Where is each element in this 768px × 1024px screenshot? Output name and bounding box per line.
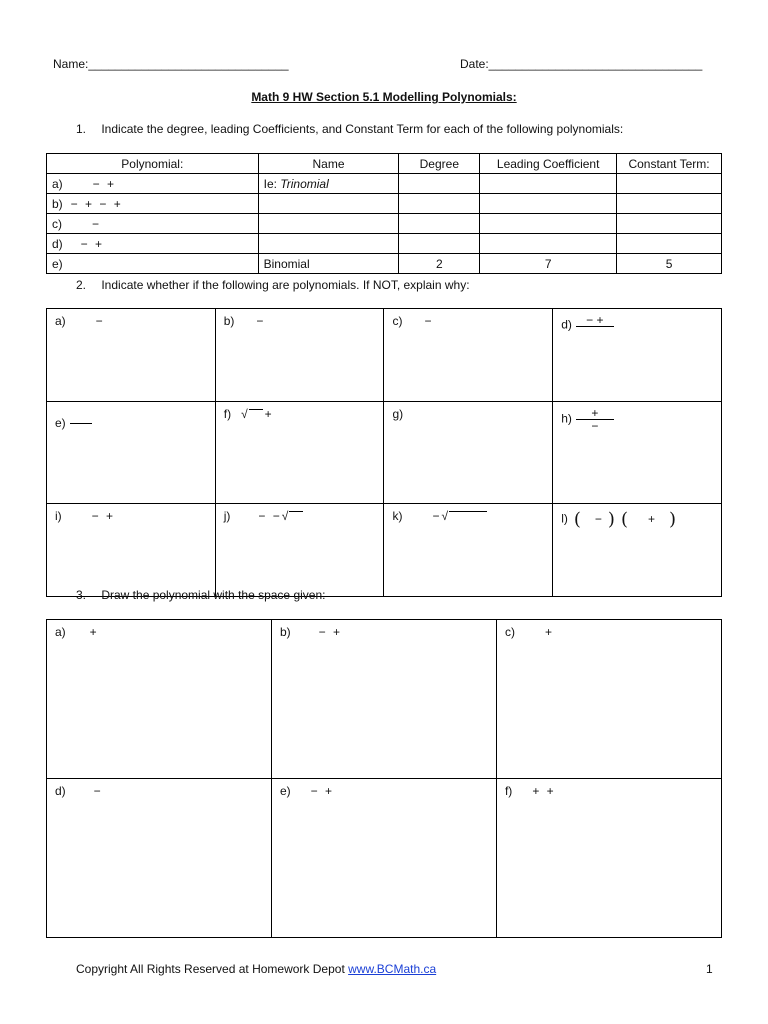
left-paren-icon: ( (573, 509, 581, 530)
cell-label: j) (223, 509, 231, 523)
answer-cell-g[interactable] (384, 402, 553, 504)
answer-cell-e[interactable] (47, 402, 216, 504)
grid-row (47, 620, 722, 779)
bcmath-link[interactable]: www.BCMath.ca (348, 962, 437, 976)
table-row (47, 254, 722, 274)
constant-term-cell[interactable] (617, 234, 722, 254)
table-row (47, 194, 722, 214)
question-number: 3. (76, 588, 87, 602)
cell-expression: + (89, 625, 99, 639)
constant-term-cell[interactable] (617, 174, 722, 194)
cell-label: b) (223, 314, 235, 328)
sqrt-icon: √ (441, 509, 449, 523)
row-label: e) (52, 256, 63, 271)
table-row (47, 174, 722, 194)
sqrt-icon: √ (241, 407, 248, 421)
fraction-numerator: + (576, 407, 614, 420)
table-header-row (47, 154, 722, 174)
question-text: Draw the polynomial with the space given: (101, 588, 326, 602)
constant-term-cell[interactable]: 5 (617, 254, 722, 274)
polynomial-expression: − + − + (70, 196, 123, 211)
cell-expression: − (594, 511, 602, 526)
polynomial-cell (47, 254, 259, 274)
cell-expression: − + (318, 625, 343, 639)
leading-coefficient-cell[interactable]: 7 (480, 254, 617, 274)
cell-label: d) (55, 784, 66, 798)
cell-label: a) (55, 625, 66, 639)
question-number: 1. (76, 122, 87, 136)
name-prefix: Binomial (263, 256, 310, 271)
cell-expression: − (93, 784, 103, 798)
fraction (576, 407, 614, 432)
right-paren-icon: ) (607, 509, 615, 530)
grid-row (47, 402, 722, 504)
degree-cell[interactable] (399, 194, 480, 214)
page-number: 1 (706, 962, 713, 976)
fraction-denominator (576, 327, 614, 337)
leading-coefficient-cell[interactable] (480, 194, 617, 214)
cell-expression: − (432, 509, 442, 523)
left-paren-icon: ( (620, 509, 628, 530)
drawing-grid (46, 619, 722, 938)
column-header: Leading Coefficient (480, 154, 617, 174)
cell-label: e) (279, 784, 291, 798)
grid-row (47, 309, 722, 402)
answer-cell-k[interactable] (384, 504, 553, 597)
drawing-cell-d[interactable] (47, 779, 272, 938)
cell-expression: + (647, 511, 655, 526)
polynomial-check-grid (46, 308, 722, 597)
degree-cell[interactable] (399, 174, 480, 194)
answer-cell-c[interactable] (384, 309, 553, 402)
table-row (47, 214, 722, 234)
cell-label: d) (561, 317, 572, 332)
polynomial-expression: − + (80, 236, 105, 251)
cell-label: c) (504, 625, 515, 639)
row-label: c) (52, 216, 62, 231)
question-text: Indicate the degree, leading Coefficients, and Constant Term for each of the following polynomials: (101, 122, 624, 136)
question-number: 2. (76, 278, 87, 292)
answer-cell-i[interactable] (47, 504, 216, 597)
cell-label: l) (561, 511, 568, 526)
polynomial-expression: − (92, 216, 102, 231)
question-2 (76, 278, 470, 292)
column-header: Degree (399, 154, 480, 174)
radical-bar (289, 511, 303, 522)
cell-label: f) (504, 784, 513, 798)
polynomial-cell (47, 174, 259, 194)
footer (76, 962, 436, 976)
table-row (47, 234, 722, 254)
cell-label: h) (561, 411, 572, 426)
cell-expression: + (544, 625, 554, 639)
drawing-cell-f[interactable] (496, 779, 721, 938)
right-paren-icon: ) (668, 509, 677, 530)
drawing-cell-b[interactable] (271, 620, 496, 779)
leading-coefficient-cell[interactable] (480, 174, 617, 194)
question-3 (76, 588, 325, 602)
sqrt-icon: √ (281, 509, 289, 523)
answer-cell-d[interactable] (553, 309, 722, 402)
name-cell[interactable] (258, 214, 399, 234)
polynomial-cell (47, 194, 259, 214)
name-cell[interactable] (258, 194, 399, 214)
row-label: b) (52, 196, 63, 211)
cell-label: i) (55, 509, 62, 523)
cell-expression: − + (310, 784, 335, 798)
name-field[interactable]: Name:______________________________ (53, 57, 289, 71)
worksheet-title: Math 9 HW Section 5.1 Modelling Polynomials: (251, 90, 517, 104)
answer-cell-l[interactable] (553, 504, 722, 597)
answer-cell-a[interactable] (47, 309, 216, 402)
degree-cell[interactable] (399, 234, 480, 254)
question-text: Indicate whether if the following are polynomials. If NOT, explain why: (101, 278, 470, 292)
cell-expression: − (424, 314, 434, 328)
cell-expression: − (256, 314, 266, 328)
radical-bar (249, 409, 263, 420)
cell-expression: − (95, 314, 105, 328)
leading-coefficient-cell[interactable] (480, 234, 617, 254)
polynomial-expression: − + (92, 176, 117, 191)
polynomial-table (46, 153, 722, 274)
name-cell[interactable] (258, 234, 399, 254)
leading-coefficient-cell[interactable] (480, 214, 617, 234)
answer-cell-h[interactable] (553, 402, 722, 504)
cell-expression: + + (532, 784, 556, 798)
drawing-cell-e[interactable] (271, 779, 496, 938)
fraction-bar (70, 423, 92, 424)
column-header: Polynomial: (47, 154, 259, 174)
column-header: Name (258, 154, 399, 174)
cell-label: g) (392, 407, 404, 421)
radical-bar (449, 511, 487, 522)
constant-term-cell[interactable] (617, 214, 722, 234)
drawing-cell-c[interactable] (496, 620, 721, 779)
grid-row (47, 504, 722, 597)
cell-expression: + (264, 407, 274, 421)
question-1 (76, 122, 623, 136)
name-cell[interactable] (258, 174, 399, 194)
degree-cell[interactable]: 2 (399, 254, 480, 274)
answer-cell-f[interactable] (215, 402, 384, 504)
degree-cell[interactable] (399, 214, 480, 234)
answer-cell-b[interactable] (215, 309, 384, 402)
cell-label: f) (223, 407, 232, 421)
fraction-denominator: − (591, 419, 599, 433)
name-cell[interactable] (258, 254, 399, 274)
cell-expression: − − (258, 509, 282, 523)
cell-expression: − + (91, 509, 116, 523)
fraction (576, 314, 614, 337)
polynomial-cell (47, 214, 259, 234)
answer-cell-j[interactable] (215, 504, 384, 597)
row-label: d) (52, 236, 63, 251)
constant-term-cell[interactable] (617, 194, 722, 214)
polynomial-cell (47, 234, 259, 254)
row-label: a) (52, 176, 63, 191)
date-field[interactable]: Date:________________________________ (460, 57, 703, 71)
cell-label: k) (392, 509, 403, 523)
fraction-numerator: − + (576, 314, 614, 327)
copyright-text: Copyright All Rights Reserved at Homework Depot (76, 962, 349, 976)
cell-label: c) (392, 314, 403, 328)
cell-label: e) (55, 416, 66, 430)
grid-row (47, 779, 722, 938)
name-prefix: Ie: (263, 176, 281, 191)
column-header: Constant Term: (617, 154, 722, 174)
drawing-cell-a[interactable] (47, 620, 272, 779)
cell-label: a) (55, 314, 66, 328)
name-example: Trinomial (280, 176, 329, 191)
cell-label: b) (279, 625, 291, 639)
